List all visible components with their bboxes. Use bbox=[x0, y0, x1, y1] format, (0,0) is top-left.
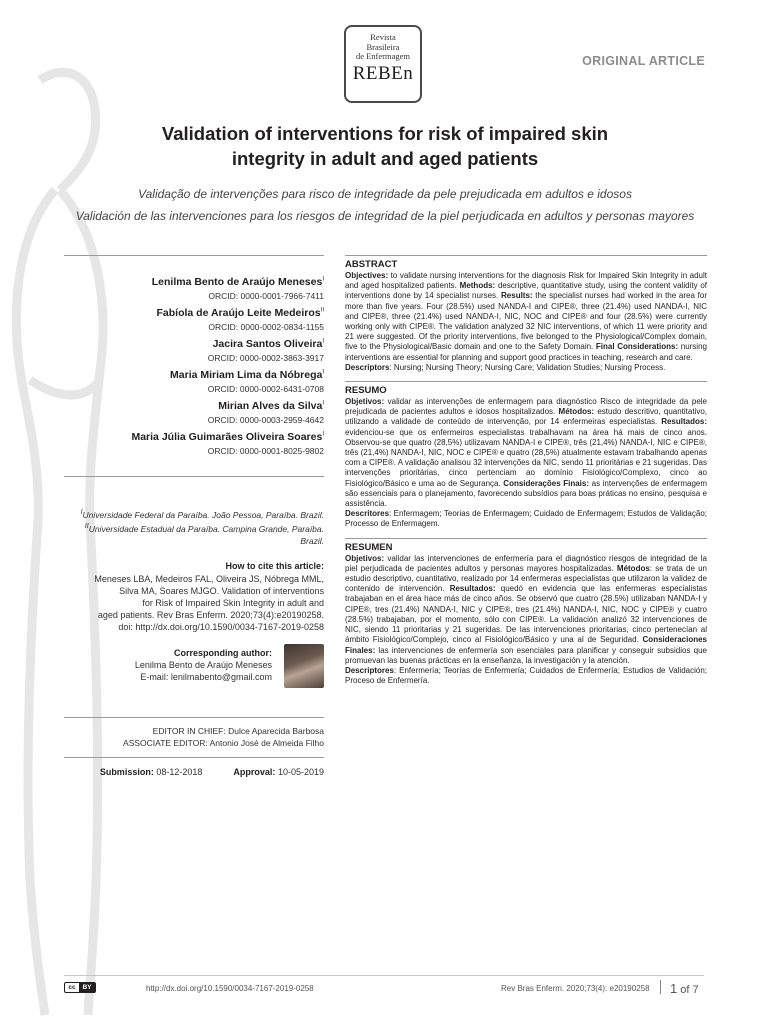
affiliation-mark: II bbox=[84, 522, 89, 531]
resumo-section bbox=[345, 381, 707, 530]
author-name: Jacira Santos Oliveira bbox=[212, 338, 323, 350]
footer-citation: Rev Bras Enferm. 2020;73(4): e20190258 bbox=[501, 984, 650, 993]
logo-line: de Enfermagem bbox=[355, 51, 411, 61]
subtitle-portuguese: Validação de intervenções para risco de integridade da pele prejudicada em adultos e idosos bbox=[138, 187, 632, 201]
abstract-descriptors: Descriptors: Nursing; Nursing Theory; Nursing Care; Validation Studies; Nursing Process. bbox=[345, 362, 666, 372]
affiliation-item bbox=[64, 521, 324, 547]
author-affiliation-mark: I bbox=[322, 400, 324, 407]
affiliation-mark: I bbox=[80, 508, 83, 516]
page-number: 1 of 7 bbox=[670, 981, 699, 996]
author-photo bbox=[284, 644, 324, 688]
section-heading: ABSTRACT bbox=[345, 259, 398, 270]
affiliations bbox=[64, 497, 324, 547]
cite-line: Silva MA, Soares MJGO. Validation of interventions bbox=[119, 586, 324, 597]
cc-by-text: BY bbox=[79, 983, 95, 992]
editor-in-chief: EDITOR IN CHIEF: Dulce Aparecida Barbosa bbox=[152, 726, 324, 737]
author-entry bbox=[64, 276, 324, 301]
logo-line: Revista bbox=[370, 32, 396, 42]
author-orcid[interactable]: ORCID: 0000-0002-0834-1155 bbox=[208, 322, 324, 332]
divider bbox=[64, 476, 324, 477]
cc-logo-text: cc bbox=[68, 984, 76, 991]
corresponding-author bbox=[64, 647, 324, 699]
author-affiliation-mark: I bbox=[322, 369, 324, 376]
affiliation-text: Universidade Federal da Paraíba. João Pessoa, Paraíba. Brazil. bbox=[82, 509, 324, 520]
abstract-body: Objectives: to validate nursing interventions for the diagnosis Risk for Impaired Skin Integrity in adult and aged hospitalized patients. Methods: descriptive, quantitative study, using the content validity of interventions done by 14 specialist nurses. Results: the specialist nurses had worked in the area for more than five years. Four (28.5%) used NANDA-I and CIPE®, three (21.4%) used NANDA-I, NIC and CIPE®, three (21.4%) used NANDA-I, NIC, NOC and CIPE® and four (28.5%) were currently working only with CIPE®. The validation analyzed 32 NIC interventions, of which 11 were priority and 21 were suggested. Of the priority interventions, five belonged to the Physiological/Complex domain, five to the Physiological/Basic domain and one to the Safety Domain. Final Considerations: nursing interventions are essential for planning and support good practices in teaching, research and care. bbox=[345, 271, 707, 362]
section-heading: RESUMO bbox=[345, 385, 387, 397]
cite-line: for Risk of Impaired Skin Integrity in adult and bbox=[142, 598, 324, 609]
corresponding-email[interactable]: E-mail: lenilmabento@gmail.com bbox=[140, 672, 272, 683]
cc-license-badge[interactable] bbox=[64, 982, 96, 993]
author-affiliation-mark: I bbox=[322, 431, 324, 438]
left-column bbox=[64, 255, 324, 777]
cite-line: Meneses LBA, Medeiros FAL, Oliveira JS, Nóbrega MML, bbox=[94, 574, 324, 585]
footer-separator bbox=[660, 980, 661, 994]
author-orcid[interactable]: ORCID: 0000-0002-6431-0708 bbox=[207, 384, 324, 394]
resumo-body: Objetivos: validar as intervenções de enfermagem para diagnóstico Risco de integridade da pele prejudicada de pacientes adultos e idosos hospitalizados. Métodos: estudo descritivo, quantitativo, utilizando a validade de conteúdo de intervenção, por 14 enfermeiras especialistas. Resultados: evidenciou-se que os enfermeiros especialistas trabalhavam na área há mais de cinco anos. Observou-se que quatro (28,5%) utilizavam NANDA-I e CIPE®, três (21,4%) NANDA-I, NIC e CIPE®, três (21,4%) NANDA-I, NIC, NOC e CIPE® e quatro (28,5%) atualmente estavam trabalhando apenas com a CIPE®. A validação analisou 32 intervenções da NIC, sendo 11 prioritárias e 21 sugeridas. Das intervenções prioritárias, cinco pertenciam ao domínio Fisiológico/Complexo, cinco ao Fisiológico/Básico e uma ao de Segurança. Considerações Finais: as intervenções de enfermagem são essenciais para o planejamento, favorecendo subsídios para boas práticas no ensino, pesquisa e assistência. bbox=[345, 397, 708, 509]
associate-editor: ASSOCIATE EDITOR: Antonio José de Almeida Filho bbox=[123, 738, 324, 749]
author-name: Mirian Alves da Silva bbox=[218, 400, 323, 412]
resumen-descriptors: Descriptores: Enfermería; Teorías de Enfermería; Cuidados de Enfermería; Estudios de Validación; Proceso de Enfermería. bbox=[345, 665, 707, 686]
corresponding-heading: Corresponding author: bbox=[174, 648, 272, 659]
corresponding-name: Lenilma Bento de Araújo Meneses bbox=[134, 660, 272, 671]
author-affiliation-mark: I bbox=[322, 338, 324, 345]
logo-line: Brasileira bbox=[366, 41, 400, 52]
author-affiliation-mark: II bbox=[320, 307, 324, 314]
dates-block bbox=[64, 757, 324, 777]
author-orcid[interactable]: ORCID: 0000-0001-8025-9802 bbox=[207, 446, 324, 456]
author-entry bbox=[64, 338, 324, 363]
resumen-section bbox=[345, 538, 707, 687]
author-affiliation-mark: I bbox=[322, 276, 324, 283]
author-entry bbox=[64, 400, 324, 425]
author-name: Maria Júlia Guimarães Oliveira Soares bbox=[131, 431, 323, 443]
journal-logo bbox=[344, 25, 422, 103]
author-list bbox=[64, 256, 324, 476]
author-orcid[interactable]: ORCID: 0000-0001-7966-7411 bbox=[208, 291, 324, 301]
author-name: Lenilma Bento de Araújo Meneses bbox=[151, 276, 323, 288]
cite-doi-link[interactable]: doi: http://dx.doi.org/10.1590/0034-7167-2019-0258 bbox=[118, 622, 324, 633]
approval-label: Approval: bbox=[233, 767, 276, 778]
author-orcid[interactable]: ORCID: 0000-0003-2959-4642 bbox=[207, 415, 324, 425]
article-title: Validation of interventions for risk of impaired skin integrity in adult and aged patients bbox=[161, 123, 609, 169]
footer-doi-link[interactable]: http://dx.doi.org/10.1590/0034-7167-2019-0258 bbox=[146, 984, 314, 993]
author-entry bbox=[64, 431, 324, 456]
page-footer bbox=[64, 975, 704, 995]
approval-date: 10-05-2019 bbox=[277, 767, 324, 778]
cite-line: aged patients. Rev Bras Enferm. 2020;73(4):e20190258. bbox=[97, 610, 324, 621]
resumo-descriptors: Descritores: Enfermagem; Teorias de Enfermagem; Cuidado de Enfermagem; Estudos de Validação; Processo de Enfermagem. bbox=[345, 509, 707, 529]
author-name: Maria Miriam Lima da Nóbrega bbox=[170, 369, 323, 381]
section-heading: RESUMEN bbox=[345, 541, 393, 553]
cite-heading: How to cite this article: bbox=[225, 561, 324, 572]
editors-block bbox=[64, 717, 324, 749]
affiliation-text: Universidade Estadual da Paraíba. Campina Grande, Paraíba. Brazil. bbox=[88, 524, 324, 546]
author-entry bbox=[64, 369, 324, 394]
logo-wordmark: REBEn bbox=[352, 62, 414, 84]
subtitle-spanish: Validación de las intervenciones para los riesgos de integridad de la piel perjudicada en adultos y personas mayores bbox=[75, 209, 695, 223]
author-entry bbox=[64, 307, 324, 332]
resumen-body: Objetivos: validar las intervenciones de enfermería para el diagnóstico riesgos de integridad de la piel perjudicada de pacientes adultos y personas mayores hospitalizadas. Métodos: se trata de un estudio descriptivo, cuantitativo, realizado por 14 enfermeras especialistas que utilizaron la validez de contenido de intervención. Resultados: quedó en evidencia que las enfermeras especialistas trabajaban en el área hace más de cinco años. Se observó que cuatro (28.5%) utilizaban NANDA-I y CIPE®, tres (21.4%) NANDA-I, NIC y CIPE®, tres (21.4%) NANDA-I, NIC, NOC y CIPE® y cuatro (28.5%) trabajaban, por el momento, sólo con CIPE®. La validación analizó 32 intervenciones de NIC, siendo 11 prioritarias y 21 sugeridas. De las intervenciones prioritarias, cinco pertenecían al ámbito Fisiológico/Complejo, cinco al Fisiológico/Básico y una al de Seguridad. Consideraciones Finales: las intervenciones de enfermería son esenciales para planificar y conseguir subsidios que promuevan las buenas prácticas en la enseñanza, la investigación y la atención. bbox=[345, 553, 708, 665]
author-orcid[interactable]: ORCID: 0000-0002-3863-3917 bbox=[207, 353, 324, 363]
abstract-section bbox=[345, 255, 707, 373]
cite-text bbox=[64, 573, 324, 633]
article-type-label: ORIGINAL ARTICLE bbox=[582, 54, 705, 68]
author-name: Fabíola de Araújo Leite Medeiros bbox=[156, 307, 321, 319]
submission-label: Submission: bbox=[99, 767, 154, 778]
affiliation-item bbox=[64, 507, 324, 521]
submission-date: 08-12-2018 bbox=[156, 767, 203, 778]
right-column bbox=[345, 255, 707, 694]
